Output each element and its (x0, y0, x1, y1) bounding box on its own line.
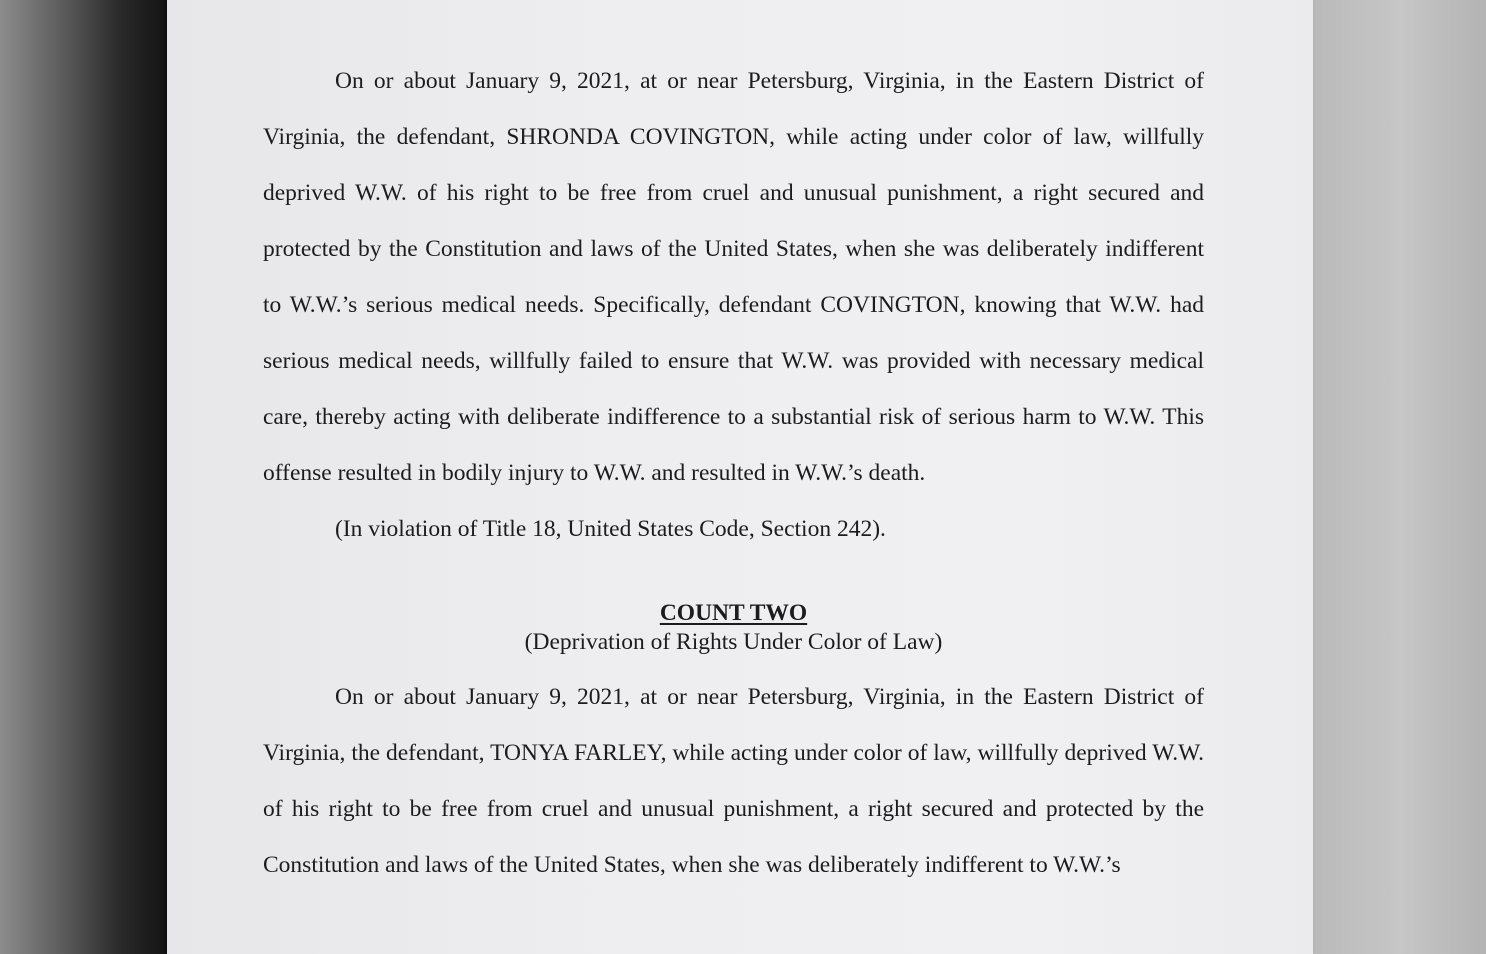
count-one-paragraph: On or about January 9, 2021, at or near Petersburg, Virginia, in the Eastern District of Virginia, the defendant, SHRONDA COVINGTON, while acting under color of law, willfully deprived W.W. of his right to be free from cruel and unusual punishment, a right secured and protected by the Constitution and laws of the United States, when she was deliberately indifferent to W.W.’s serious medical needs. Specifically, defendant COVINGTON, knowing that W.W. had serious medical needs, willfully failed to ensure that W.W. was provided with necessary medical care, thereby acting with deliberate indifference to a substantial risk of serious harm to W.W. This offense resulted in bodily injury to W.W. and resulted in W.W.’s death. (263, 68, 1204, 486)
count-two-paragraph: On or about January 9, 2021, at or near Petersburg, Virginia, in the Eastern District of Virginia, the defendant, TONYA FARLEY, while acting under color of law, willfully deprived W.W. of his right to be free from cruel and unusual punishment, a right secured and protected by the Constitution and laws of the United States, when she was deliberately indifferent to W.W.’s (263, 684, 1204, 878)
count-two-subtitle: (Deprivation of Rights Under Color of Law) (524, 629, 943, 655)
count-two-body (263, 669, 1204, 893)
count-one-body (263, 53, 1204, 501)
count-one-citation: (In violation of Title 18, United States Code, Section 242). (335, 516, 886, 542)
document-page (167, 0, 1313, 954)
count-two-heading (263, 598, 1204, 656)
count-two-title: COUNT TWO (659, 600, 808, 626)
